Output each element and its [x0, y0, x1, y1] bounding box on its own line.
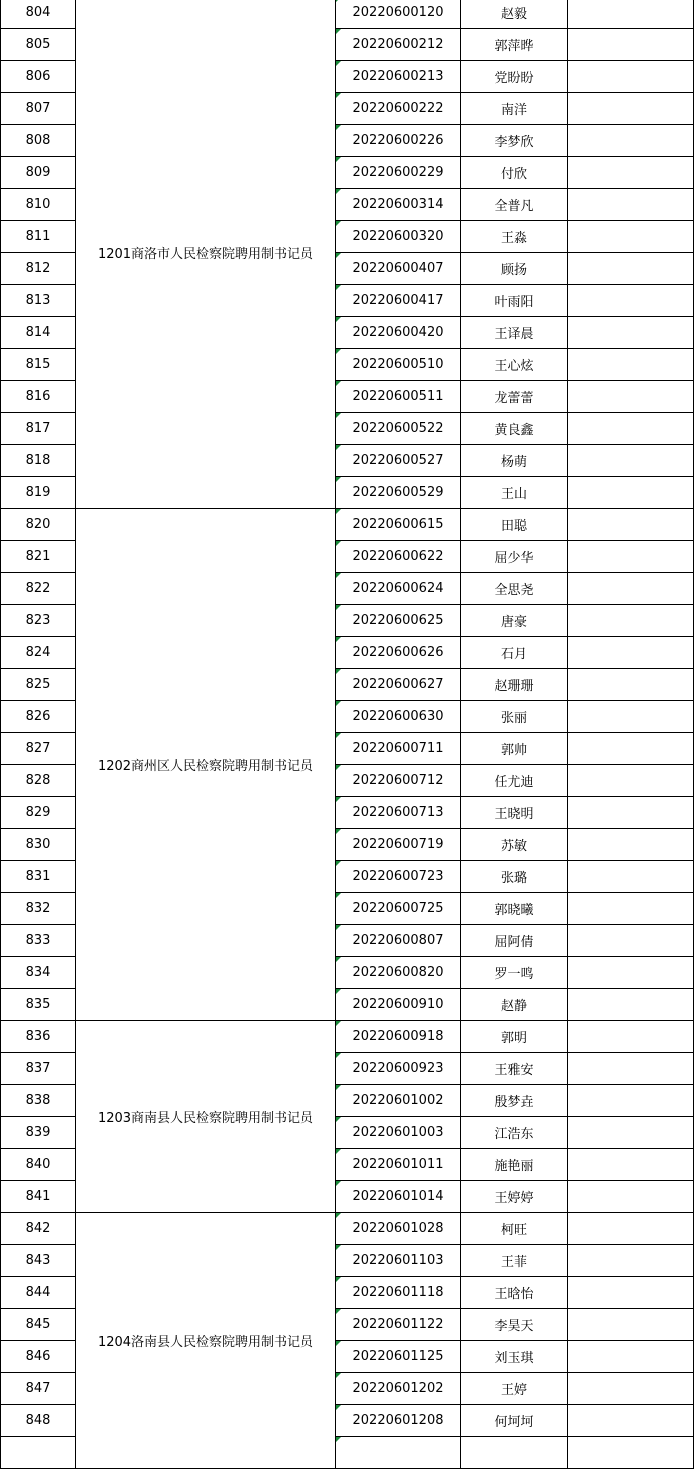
note-cell: [568, 1277, 694, 1309]
ticket-cell: 20220600120: [336, 0, 461, 29]
name-cell: 施艳丽: [461, 1149, 568, 1181]
results-table-body: [1, 0, 694, 1469]
ticket-cell: 20220600627: [336, 669, 461, 701]
name-cell: 王雅安: [461, 1053, 568, 1085]
seq-cell: 834: [1, 957, 76, 989]
seq-cell: 845: [1, 1309, 76, 1341]
seq-cell: 818: [1, 445, 76, 477]
ticket-cell: 20220600807: [336, 925, 461, 957]
note-cell: [568, 189, 694, 221]
ticket-cell: 20220600320: [336, 221, 461, 253]
note-cell: [568, 381, 694, 413]
note-cell: [568, 93, 694, 125]
note-cell: [568, 477, 694, 509]
seq-cell: 842: [1, 1213, 76, 1245]
note-cell: [568, 893, 694, 925]
ticket-cell: 20220600522: [336, 413, 461, 445]
seq-cell: 820: [1, 509, 76, 541]
ticket-cell: 20220600723: [336, 861, 461, 893]
note-cell: [568, 989, 694, 1021]
name-cell: 王心炫: [461, 349, 568, 381]
seq-cell: 814: [1, 317, 76, 349]
name-cell: 龙蕾蕾: [461, 381, 568, 413]
note-cell: [568, 861, 694, 893]
note-cell: [568, 1085, 694, 1117]
name-cell: 叶雨阳: [461, 285, 568, 317]
seq-cell: 804: [1, 0, 76, 29]
ticket-cell: 20220601125: [336, 1341, 461, 1373]
name-cell: 殷梦垚: [461, 1085, 568, 1117]
ticket-cell: 20220601202: [336, 1373, 461, 1405]
note-cell: [568, 157, 694, 189]
ticket-cell: 20220600511: [336, 381, 461, 413]
position-cell: 1201商洛市人民检察院聘用制书记员: [76, 0, 336, 509]
name-cell: 顾扬: [461, 253, 568, 285]
ticket-cell: 20220600622: [336, 541, 461, 573]
note-cell: [568, 509, 694, 541]
position-cell: 1203商南县人民检察院聘用制书记员: [76, 1021, 336, 1213]
table-row: [1, 1021, 694, 1053]
name-cell: 赵毅: [461, 0, 568, 29]
seq-cell: 847: [1, 1373, 76, 1405]
ticket-cell: 20220600417: [336, 285, 461, 317]
note-cell: [568, 1373, 694, 1405]
note-cell: [568, 1021, 694, 1053]
note-cell: [568, 701, 694, 733]
ticket-cell: 20220600527: [336, 445, 461, 477]
note-cell: [568, 317, 694, 349]
seq-cell: 843: [1, 1245, 76, 1277]
seq-cell: 825: [1, 669, 76, 701]
ticket-cell: 20220600918: [336, 1021, 461, 1053]
note-cell: [568, 0, 694, 29]
seq-cell: 829: [1, 797, 76, 829]
note-cell: [568, 29, 694, 61]
name-cell: 赵珊珊: [461, 669, 568, 701]
name-cell: 黄良鑫: [461, 413, 568, 445]
ticket-cell: 20220601208: [336, 1405, 461, 1437]
seq-cell: 830: [1, 829, 76, 861]
note-cell: [568, 925, 694, 957]
name-cell: 赵静: [461, 989, 568, 1021]
name-cell: 王婷: [461, 1373, 568, 1405]
note-cell: [568, 253, 694, 285]
note-cell: [568, 605, 694, 637]
seq-cell: 817: [1, 413, 76, 445]
seq-cell: 837: [1, 1053, 76, 1085]
note-cell: [568, 765, 694, 797]
name-cell: 田聪: [461, 509, 568, 541]
note-cell: [568, 349, 694, 381]
name-cell: 唐豪: [461, 605, 568, 637]
table-row: [1, 509, 694, 541]
name-cell: 王淼: [461, 221, 568, 253]
seq-cell: 822: [1, 573, 76, 605]
seq-cell: 846: [1, 1341, 76, 1373]
name-cell: 全普凡: [461, 189, 568, 221]
name-cell: 王晗怡: [461, 1277, 568, 1309]
seq-cell: 813: [1, 285, 76, 317]
name-cell: 屈少华: [461, 541, 568, 573]
seq-cell: 823: [1, 605, 76, 637]
note-cell: [568, 1213, 694, 1245]
ticket-cell: 20220600212: [336, 29, 461, 61]
note-cell: [568, 541, 694, 573]
ticket-cell: 20220600712: [336, 765, 461, 797]
seq-cell: 831: [1, 861, 76, 893]
seq-cell: 840: [1, 1149, 76, 1181]
ticket-cell: 20220601014: [336, 1181, 461, 1213]
ticket-cell: 20220600626: [336, 637, 461, 669]
note-cell: [568, 573, 694, 605]
seq-cell: 828: [1, 765, 76, 797]
name-cell: 郭明: [461, 1021, 568, 1053]
ticket-cell: 20220600222: [336, 93, 461, 125]
name-cell: 张丽: [461, 701, 568, 733]
ticket-cell: 20220600529: [336, 477, 461, 509]
position-cell: 1202商州区人民检察院聘用制书记员: [76, 509, 336, 1021]
position-cell: 1204洛南县人民检察院聘用制书记员: [76, 1213, 336, 1469]
ticket-cell: 20220601122: [336, 1309, 461, 1341]
seq-cell: 838: [1, 1085, 76, 1117]
ticket-cell: 20220600226: [336, 125, 461, 157]
note-cell: [568, 1117, 694, 1149]
name-cell: 全思尧: [461, 573, 568, 605]
ticket-cell: 20220601103: [336, 1245, 461, 1277]
ticket-cell: 20220600910: [336, 989, 461, 1021]
ticket-cell: 20220600711: [336, 733, 461, 765]
seq-cell: 821: [1, 541, 76, 573]
seq-cell: 808: [1, 125, 76, 157]
name-cell: 刘玉琪: [461, 1341, 568, 1373]
seq-cell: 816: [1, 381, 76, 413]
seq-cell: 833: [1, 925, 76, 957]
note-cell: [568, 61, 694, 93]
name-cell: 柯旺: [461, 1213, 568, 1245]
note-cell: [568, 1437, 694, 1469]
seq-cell: 805: [1, 29, 76, 61]
ticket-cell: 20220600510: [336, 349, 461, 381]
ticket-cell: 20220601011: [336, 1149, 461, 1181]
seq-cell: 832: [1, 893, 76, 925]
note-cell: [568, 829, 694, 861]
seq-cell: 824: [1, 637, 76, 669]
seq-cell: 848: [1, 1405, 76, 1437]
ticket-cell: [336, 1437, 461, 1469]
ticket-cell: 20220600625: [336, 605, 461, 637]
name-cell: 王菲: [461, 1245, 568, 1277]
ticket-cell: 20220600213: [336, 61, 461, 93]
note-cell: [568, 1053, 694, 1085]
table-row: [1, 0, 694, 29]
name-cell: 王晓明: [461, 797, 568, 829]
seq-cell: [1, 1437, 76, 1469]
seq-cell: 827: [1, 733, 76, 765]
ticket-cell: 20220600407: [336, 253, 461, 285]
table-row: [1, 1213, 694, 1245]
seq-cell: 839: [1, 1117, 76, 1149]
seq-cell: 844: [1, 1277, 76, 1309]
seq-cell: 819: [1, 477, 76, 509]
ticket-cell: 20220601002: [336, 1085, 461, 1117]
name-cell: 罗一鸣: [461, 957, 568, 989]
note-cell: [568, 1149, 694, 1181]
ticket-cell: 20220600615: [336, 509, 461, 541]
seq-cell: 811: [1, 221, 76, 253]
ticket-cell: 20220601118: [336, 1277, 461, 1309]
name-cell: 王译晨: [461, 317, 568, 349]
ticket-cell: 20220600725: [336, 893, 461, 925]
name-cell: 郭晓曦: [461, 893, 568, 925]
ticket-cell: 20220600719: [336, 829, 461, 861]
ticket-cell: 20220600420: [336, 317, 461, 349]
name-cell: 苏敏: [461, 829, 568, 861]
note-cell: [568, 637, 694, 669]
name-cell: 党盼盼: [461, 61, 568, 93]
note-cell: [568, 957, 694, 989]
note-cell: [568, 1181, 694, 1213]
name-cell: 李梦欣: [461, 125, 568, 157]
ticket-cell: 20220600713: [336, 797, 461, 829]
note-cell: [568, 445, 694, 477]
name-cell: 李昊天: [461, 1309, 568, 1341]
seq-cell: 815: [1, 349, 76, 381]
ticket-cell: 20220600923: [336, 1053, 461, 1085]
ticket-cell: 20220601003: [336, 1117, 461, 1149]
ticket-cell: 20220600624: [336, 573, 461, 605]
note-cell: [568, 1405, 694, 1437]
name-cell: 王山: [461, 477, 568, 509]
seq-cell: 806: [1, 61, 76, 93]
note-cell: [568, 1245, 694, 1277]
note-cell: [568, 221, 694, 253]
name-cell: 郭帅: [461, 733, 568, 765]
ticket-cell: 20220600229: [336, 157, 461, 189]
ticket-cell: 20220600314: [336, 189, 461, 221]
seq-cell: 826: [1, 701, 76, 733]
note-cell: [568, 1309, 694, 1341]
name-cell: 石月: [461, 637, 568, 669]
note-cell: [568, 733, 694, 765]
note-cell: [568, 285, 694, 317]
name-cell: 屈阿倩: [461, 925, 568, 957]
name-cell: [461, 1437, 568, 1469]
seq-cell: 812: [1, 253, 76, 285]
name-cell: 郭萍晔: [461, 29, 568, 61]
seq-cell: 810: [1, 189, 76, 221]
name-cell: 付欣: [461, 157, 568, 189]
seq-cell: 836: [1, 1021, 76, 1053]
seq-cell: 807: [1, 93, 76, 125]
note-cell: [568, 125, 694, 157]
name-cell: 南洋: [461, 93, 568, 125]
name-cell: 江浩东: [461, 1117, 568, 1149]
ticket-cell: 20220600630: [336, 701, 461, 733]
note-cell: [568, 413, 694, 445]
ticket-cell: 20220601028: [336, 1213, 461, 1245]
name-cell: 王婷婷: [461, 1181, 568, 1213]
name-cell: 杨萌: [461, 445, 568, 477]
seq-cell: 835: [1, 989, 76, 1021]
seq-cell: 841: [1, 1181, 76, 1213]
name-cell: 张璐: [461, 861, 568, 893]
note-cell: [568, 797, 694, 829]
name-cell: 任尤迪: [461, 765, 568, 797]
ticket-cell: 20220600820: [336, 957, 461, 989]
seq-cell: 809: [1, 157, 76, 189]
name-cell: 何坷坷: [461, 1405, 568, 1437]
note-cell: [568, 1341, 694, 1373]
note-cell: [568, 669, 694, 701]
